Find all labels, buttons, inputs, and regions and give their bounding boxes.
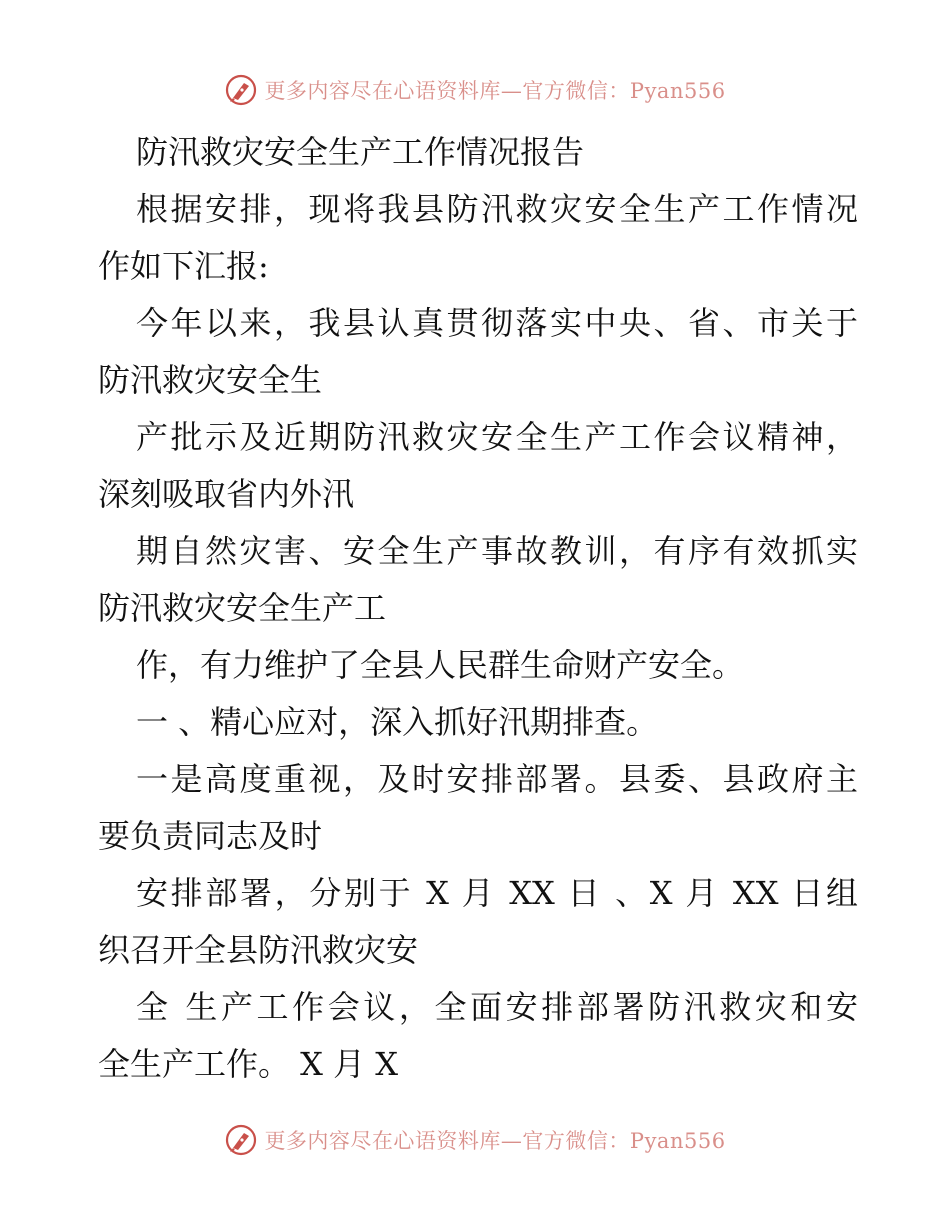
section-heading: 一 、精心应对，深入抓好汛期排查。: [136, 703, 659, 741]
text-line: 防汛救灾安全生产工: [98, 589, 387, 627]
text-line: 根据安排，现将我县防汛救灾安全生产工作情况: [136, 190, 858, 228]
footer-watermark: [0, 1120, 950, 1160]
pen-nib-logo-icon: [224, 1123, 258, 1157]
document-title: 防汛救灾安全生产工作情况报告: [136, 133, 585, 171]
document-body: [98, 124, 858, 1093]
header-watermark: [0, 70, 950, 110]
watermark-text: 更多内容尽在心语资料库—官方微信：Pyan556: [264, 1129, 726, 1153]
text-line: 全生产工作。 X 月 X: [98, 1045, 399, 1083]
text-line: 作，有力维护了全县人民群生命财产安全。: [136, 646, 745, 684]
text-line: 一是高度重视，及时安排部署。县委、县政府主: [136, 760, 858, 798]
text-line: 防汛救灾安全生: [98, 361, 323, 399]
watermark-text: 更多内容尽在心语资料库—官方微信：Pyan556: [264, 79, 726, 103]
text-line: 作如下汇报:: [98, 247, 269, 285]
text-line: 要负责同志及时: [98, 817, 323, 855]
pen-nib-logo-icon: [224, 73, 258, 107]
text-line: 今年以来，我县认真贯彻落实中央、省、市关于: [136, 304, 858, 342]
text-line: 深刻吸取省内外汛: [98, 475, 355, 513]
text-line: 期自然灾害、安全生产事故教训，有序有效抓实: [136, 532, 858, 570]
text-line: 全 生产工作会议，全面安排部署防汛救灾和安: [136, 988, 858, 1026]
text-line: 安排部署，分别于 X 月 XX 日 、X 月 XX 日组: [136, 874, 858, 912]
text-line: 产批示及近期防汛救灾安全生产工作会议精神，: [136, 418, 858, 456]
text-line: 织召开全县防汛救灾安: [98, 931, 419, 969]
